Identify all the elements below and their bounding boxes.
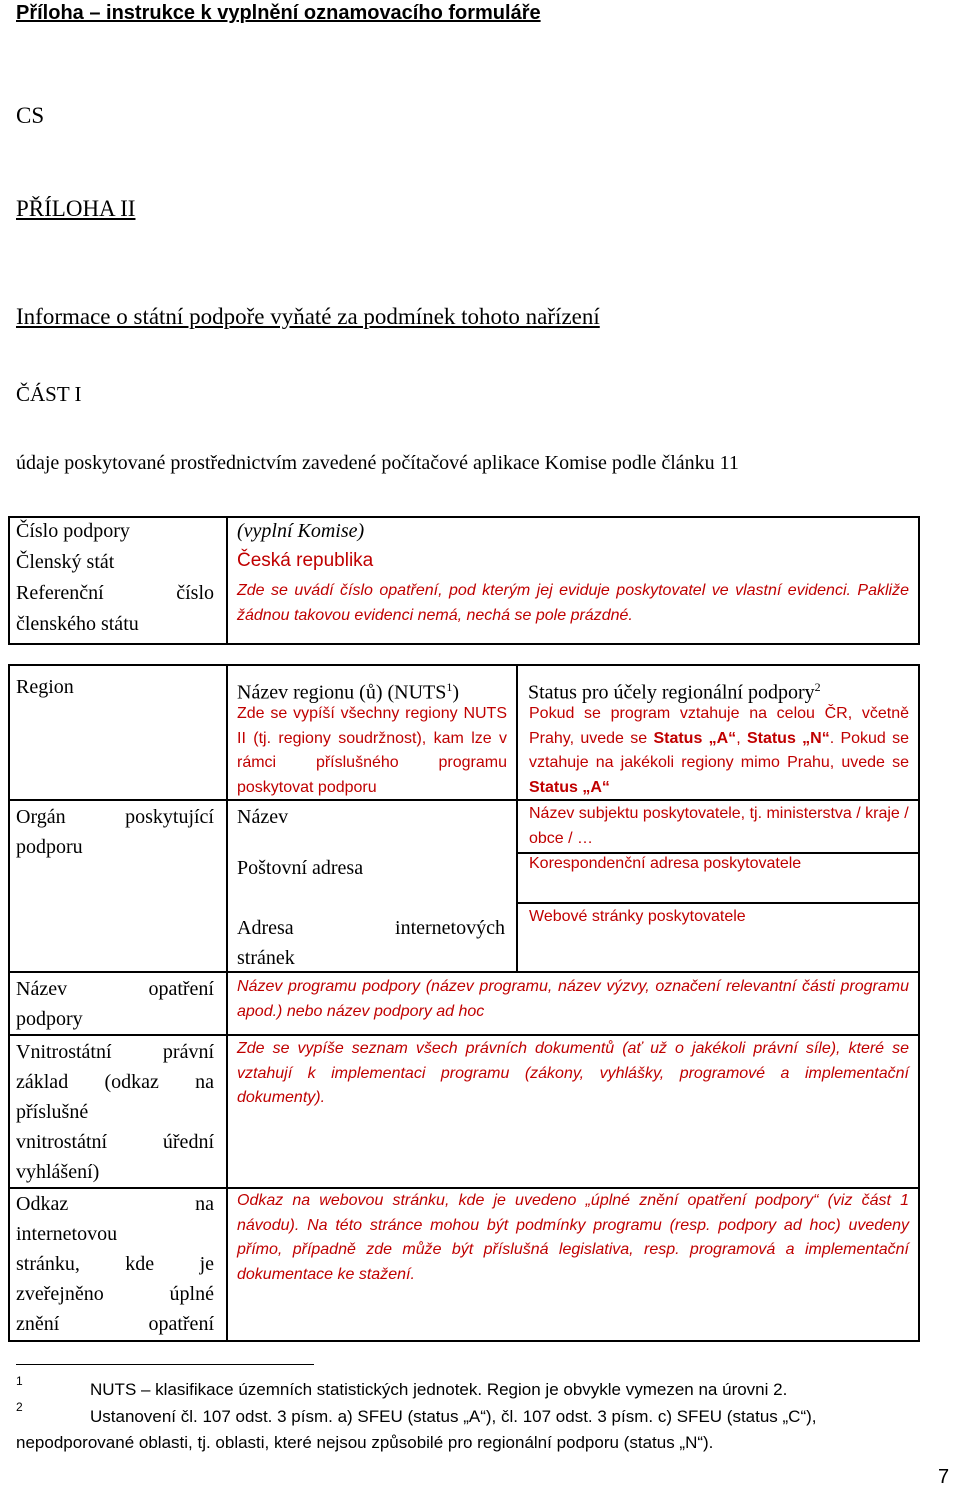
value-authority-name: Název subjektu poskytovatele, tj. ministerstva / kraje / obce / … [529,805,909,847]
region-name-header-end: ) [452,681,460,704]
status-a-label: Status „A“ [653,729,737,747]
label-legal-basis-line4: vnitrostátní úřední [16,1131,214,1153]
status-n-label: Status [746,729,796,747]
label-link-line3: stránku, kde je [16,1253,214,1275]
value-aid-number: (vyplní Komise) [237,520,365,542]
value-reference-number: Zde se uvádí číslo opatření, pod kterým jej eviduje poskytovatel ve vlastní evidenci. Pakliže žádnou takovou evidenci nemá, nechá se pole prázdné. [237,582,909,624]
label-link-line5: znění opatření [16,1313,214,1335]
value-member-state: Česká republika [237,550,374,571]
label-reference-number: Referenční číslo [16,582,214,604]
value-link: Odkaz na webovou stránku, kde je uvedeno „úplné znění opatření podpory“ (viz část 1 návodu). Na této stránce mohou být podmínky programu (resp. podpory ad hoc) uvedeny přímo, případně zde může být příslušná legislativa, resp. programová a implementační dokumentace ke stažení. [237,1192,909,1283]
label-legal-basis-line2: základ (odkaz na [16,1071,214,1093]
label-legal-basis-line1: Vnitrostátní právní [16,1041,214,1063]
footnote-ref-1: 1 [446,680,453,694]
region-name-header-text: Název regionu (ů) (NUTS [237,681,447,704]
footnote-1-text: NUTS – klasifikace územních statistických jednotek. Region je obvykle vymezen na úrovni 2. [90,1380,788,1399]
label-legal-basis-line5: vyhlášení) [16,1161,100,1183]
label-link-line1: Odkaz na [16,1193,214,1215]
footnote-separator [16,1364,314,1365]
footnote-2-text: Ustanovení čl. 107 odst. 3 písm. a) SFEU (status „A“), čl. 107 odst. 3 písm. c) SFEU (status „C“), nepodporované oblasti, tj. oblasti, které nejsou způsobilé pro regionální podporu (status „N“). [16,1407,817,1452]
intro-text: údaje poskytované prostřednictvím zavedené počítačové aplikace Komise podle článku 11 [16,452,739,474]
field-postal-address: Poštovní adresa [237,857,364,879]
status-n-value: „N“ [802,729,830,747]
status-text [529,702,909,800]
field-web-address-line1: Adresa internetových [237,917,505,939]
region-name-text: Zde se vypíší všechny regiony NUTS II (tj. regiony soudržnost), kam lze v rámci příslušného programu poskytovat podporu [237,705,507,796]
page-number: 7 [938,1466,950,1488]
field-web-address-line2: stránek [237,947,295,969]
label-aid-number: Číslo podpory [16,520,130,542]
label-reference-number-2: členského státu [16,613,139,635]
status-header-text: Status pro účely regionální podpory [528,681,815,704]
footnote-1-number: 1 [16,1374,23,1388]
label-link [16,1189,214,1339]
field-web-address [237,913,505,973]
value-measure-name: Název programu podpory (název programu, název výzvy, označení relevantní části programu apod.) nebo název podpory ad hoc [237,978,909,1020]
value-legal-basis: Zde se vypíše seznam všech právních dokumentů (ať už o jakékoli právní síle), které se vztahují k implementaci programu (zákony, vyhlášky, programové a implementační dokumenty). [237,1040,909,1106]
value-web-address: Webové stránky poskytovatele [529,908,746,925]
status-text-part1: Pokud se program vztahuje na celou ČR, včetně Prahy, uvede se [529,705,909,747]
label-measure-name-line1: Název opatření [16,978,214,1000]
value-postal-address: Korespondenční adresa poskytovatele [529,855,802,872]
label-link-line2: internetovou [16,1223,118,1245]
label-authority [16,802,214,862]
footnote-ref-2: 2 [814,680,821,694]
label-region: Region [16,676,74,698]
annex-title: Příloha – instrukce k vyplnění oznamovacího formuláře [16,2,541,24]
label-member-state: Členský stát [16,551,115,573]
label-authority-line2: podporu [16,836,83,858]
field-authority-name: Název [237,806,289,828]
annex-number: PŘÍLOHA II [16,196,136,221]
label-measure-name-line2: podpory [16,1008,83,1030]
label-measure-name [16,974,214,1034]
main-title: Informace o státní podpoře vyňaté za podmínek tohoto nařízení [16,304,600,329]
status-text-part2: . Pokud se vztahuje na jakékoli regiony mimo Prahu, uvede se [529,729,909,771]
language-code: CS [16,103,45,128]
part-title: ČÁST I [16,382,82,406]
label-link-line4: zveřejněno úplné [16,1283,214,1305]
footnote-2-number: 2 [16,1400,23,1414]
status-a2-label: Status „A“ [529,778,610,796]
status-separator: , [736,729,747,747]
label-legal-basis [16,1037,214,1187]
label-legal-basis-line3: příslušné [16,1101,89,1123]
label-authority-line1: Orgán poskytující [16,806,214,828]
